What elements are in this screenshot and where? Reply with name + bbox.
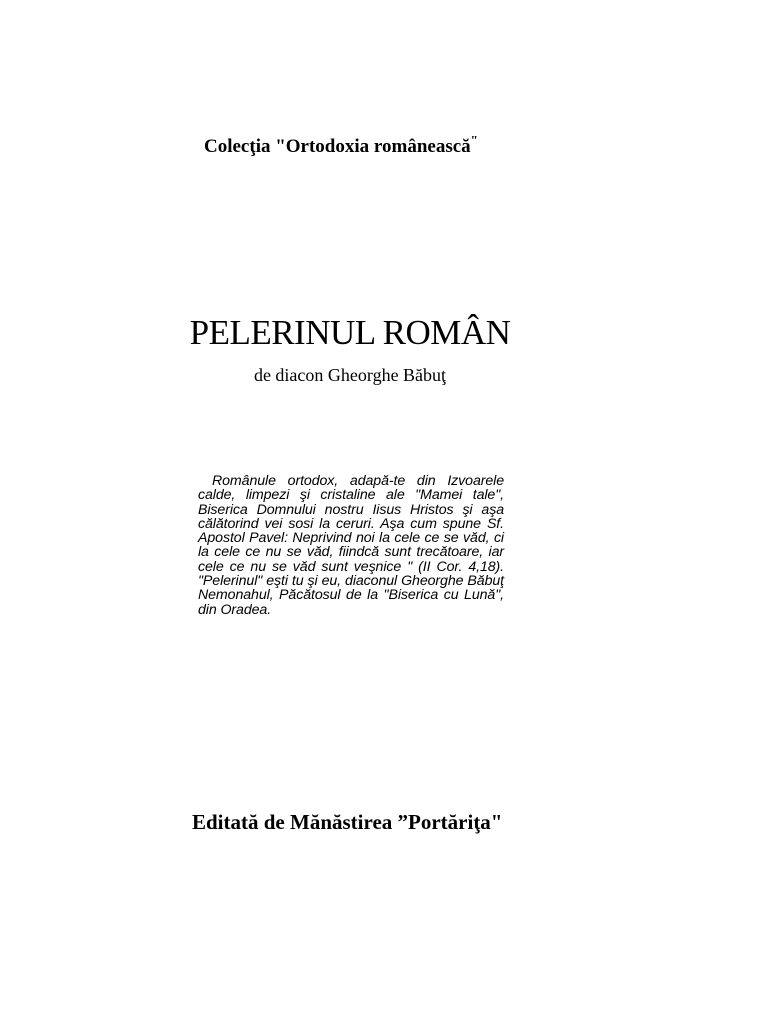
book-blurb: Românule ortodox, adapă-te din Izvoarele calde, limpezi şi cristaline ale "Mamei tale", Biserica Domnului nostru Iisus Hristos şi aşa călătorind vei sosi la ceruri. Aşa cum spune Sf. Apostol Pavel: Neprivind noi la cele ce se văd, ci la cele ce nu se văd, fiindcă sunt trecătoare, iar cele ce nu se văd sunt veşnice " (II Cor. 4,18). "Pelerinul" eşti tu şi eu, diaconul Gheorghe Băbuţ Nemonahul, Păcătosul de la "Biserica cu Lună", din Oradea. (198, 473, 504, 618)
author-line: de diacon Gheorghe Băbuţ (253, 365, 447, 385)
publisher-line: Editată de Mănăstirea ”Portăriţa" (192, 810, 503, 834)
collection-closing-quote: " (470, 132, 478, 148)
collection-label: Colecţia "Ortodoxia românească (204, 136, 471, 157)
book-title: PELERINUL ROMÂN (189, 313, 511, 352)
collection-name (204, 132, 478, 158)
